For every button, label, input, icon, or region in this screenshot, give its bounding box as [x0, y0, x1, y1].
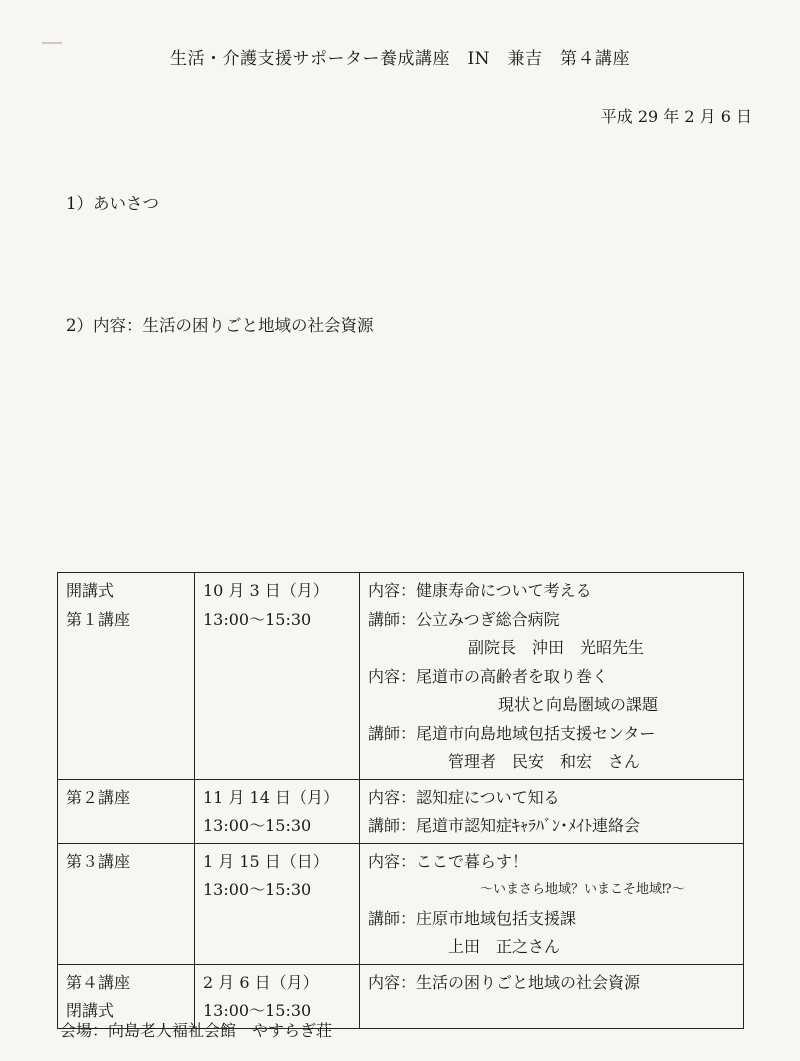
detail-line: 内容：ここで暮らす！	[368, 851, 529, 871]
detail-line: 上田 正之さん	[448, 937, 561, 956]
table-row	[58, 843, 744, 964]
session-date: 1 月 15 日（日）	[203, 851, 329, 871]
session-time: 13:00〜15:30	[203, 880, 312, 899]
date-cell	[195, 779, 360, 843]
session-label: 第２講座	[66, 787, 131, 807]
detail-line: 内容：生活の困りごと地域の社会資源	[368, 972, 641, 992]
session-cell	[58, 779, 195, 843]
detail-line: 現状と向島圏域の課題	[498, 695, 659, 714]
session-label: 第４講座	[66, 972, 131, 992]
detail-line: 管理者 民安 和宏 さん	[448, 752, 641, 771]
detail-line: 内容：認知症について知る	[368, 787, 560, 807]
detail-line: 講師：庄原市地域包括支援課	[368, 908, 577, 928]
session-time: 13:00〜15:30	[203, 1001, 312, 1020]
details-cell	[360, 843, 744, 964]
detail-line: 講師：尾道市認知症ｷｬﾗﾊﾞﾝ･ﾒｲﾄ連絡会	[368, 816, 641, 835]
agenda-item-content: 2）内容：生活の困りごと地域の社会資源	[66, 316, 374, 335]
session-label: 開講式	[66, 581, 115, 600]
schedule-table	[57, 572, 744, 1029]
session-label: 第３講座	[66, 851, 131, 871]
detail-line: 講師：尾道市向島地域包括支援センター	[368, 723, 656, 743]
document-title: 生活・介護支援サポーター養成講座 IN 兼吉 第４講座	[169, 49, 631, 69]
session-time: 13:00〜15:30	[203, 609, 312, 629]
session-time: 13:00〜15:30	[203, 816, 312, 835]
details-cell	[360, 779, 744, 843]
session-cell	[58, 573, 195, 780]
detail-line: 〜いまさら地域？いまこそ地域⁉〜	[480, 882, 685, 897]
agenda-item-greeting: 1）あいさつ	[66, 194, 159, 213]
date-cell	[195, 843, 360, 964]
detail-line: 内容：健康寿命について考える	[368, 581, 592, 600]
session-date: 10 月 3 日（月）	[203, 581, 329, 600]
detail-line: 副院長 沖田 光昭先生	[468, 638, 645, 657]
detail-line: 内容：尾道市の高齢者を取り巻く	[368, 666, 609, 686]
details-cell	[360, 573, 744, 780]
session-date: 11 月 14 日（月）	[203, 787, 339, 807]
table-row	[58, 573, 744, 780]
venue-note: 会場：向島老人福祉会館 やすらぎ荘	[60, 1021, 333, 1040]
document-date: 平成 29 年 2 月 6 日	[600, 107, 752, 126]
detail-line: 講師：公立みつぎ総合病院	[368, 609, 560, 629]
session-label: 閉講式	[66, 1001, 115, 1020]
session-date: 2 月 6 日（月）	[203, 972, 319, 992]
session-cell	[58, 843, 195, 964]
table-row	[58, 779, 744, 843]
details-cell	[360, 964, 744, 1028]
session-label: 第１講座	[66, 609, 131, 629]
date-cell	[195, 573, 360, 780]
